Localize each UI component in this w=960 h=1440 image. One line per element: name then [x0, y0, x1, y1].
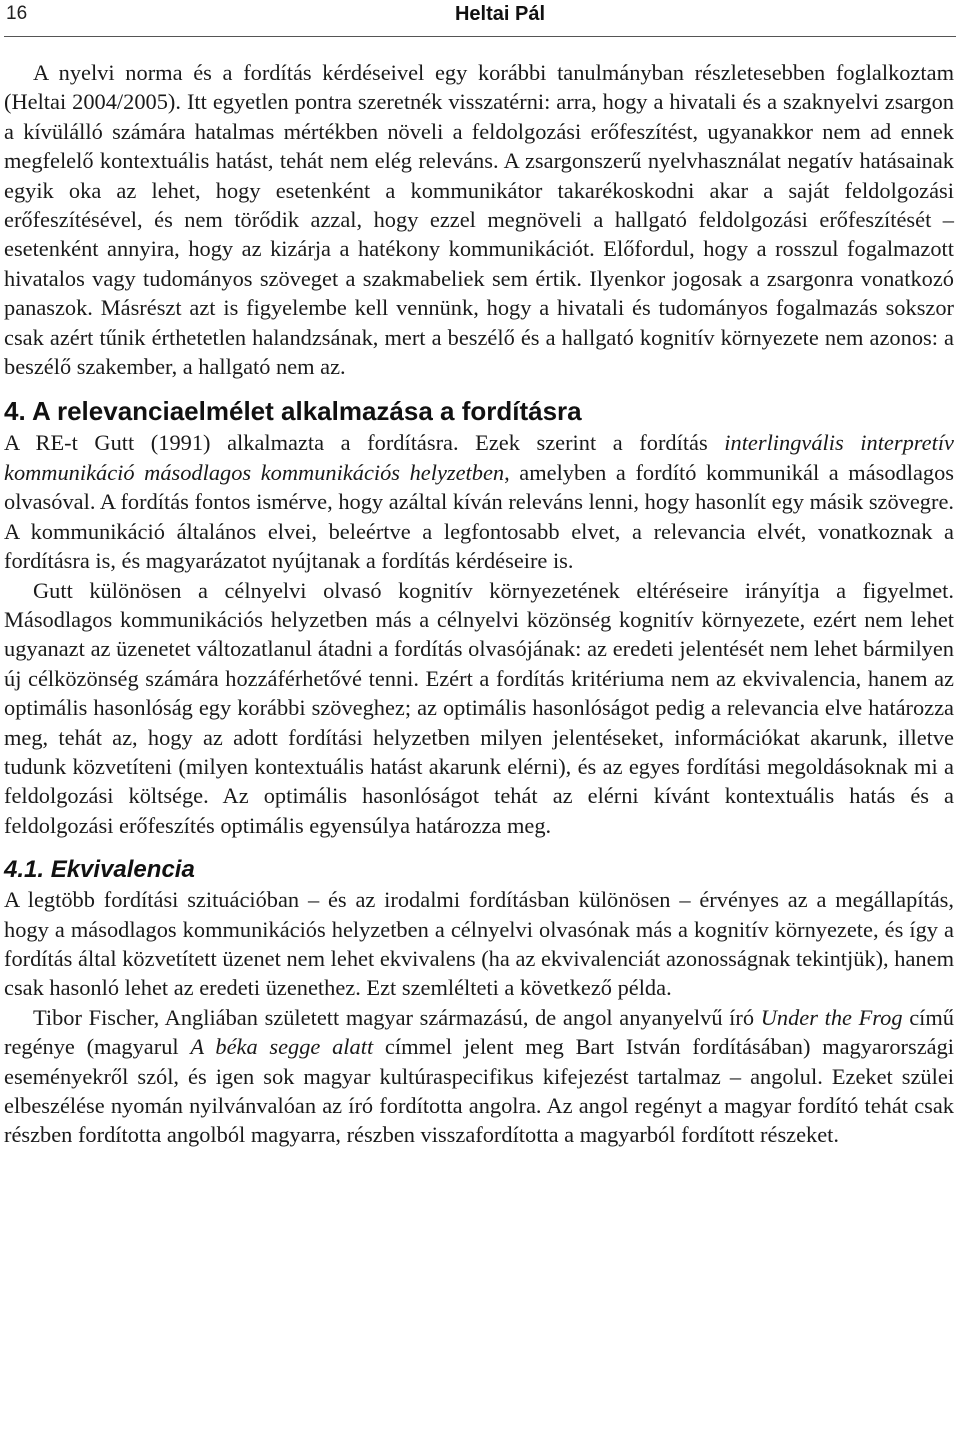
- italic-run: Under the Frog: [760, 1004, 903, 1030]
- paragraph: [4, 428, 954, 575]
- running-head-author: Heltai Pál: [454, 3, 546, 25]
- text-run: Gutt különösen a célnyelvi olvasó kognitív környezetének eltéréseire irányítja a figyelmet. Másodlagos kommunikációs helyzetben más a célnyelvi közönség kognitív környezete, ezért nem lehet ugyanazt az üzenetet változatlanul átadni a fordítás olvasójának: az eredeti jelentését nem lehet bármilyen új célközönség számára hozzáférhetővé tenni. Ezért a fordítás kritériuma nem az ekvivalencia, hanem az optimális hasonlóság egy korábbi szöveghez; az optimális hasonlóságot pedig a relevancia elve határozza meg, tehát az, hogy az adott fordítási helyzetben milyen jelentéseket, információkat akarunk, illetve tudunk közvetíteni (milyen kontextuális hatást akarunk elérni), és az egyes fordítási megoldásoknak mi a feldolgozási költsége. Az optimális hasonlóságot tehát az elérni kívánt kontextuális hatás és a feldolgozási erőfeszítés optimális egyensúlya határozza meg.: [4, 577, 954, 838]
- text-run: , amelyben a fordító kommunikál a másodlagos olvasóval. A fordítás fontos ismérve, hogy azáltal kíván releváns lenni, hogy hasonlít egy másik szövegre. A kommunikáció általános elvei, beleértve a legfontosabb elvet, a relevancia elvét, vonatkoznak a fordításra is, és magyarázatot nyújtanak a fordítás kérdéseire is.: [4, 459, 954, 574]
- page-number: 16: [6, 3, 28, 24]
- paragraph: [4, 576, 954, 841]
- paragraph: [4, 1003, 954, 1150]
- paragraph: [4, 58, 954, 381]
- text-run: Tibor Fischer, Angliában született magyar származású, de angol anyanyelvű író: [33, 1004, 761, 1030]
- subsection-heading: 4.1. Ekvivalencia: [4, 856, 195, 884]
- document-body: [4, 58, 954, 1150]
- section-heading: 4. A relevanciaelmélet alkalmazása a fordításra: [4, 396, 582, 427]
- running-header: [4, 0, 956, 37]
- text-run: A legtöbb fordítási szituációban – és az irodalmi fordításban különösen – érvényes az a megállapítás, hogy a másodlagos kommunikációs helyzetben a célnyelvi olvasónak más a kognitív környezete, és így a fordítás által közvetített üzenet nem lehet ekvivalens (ha az ekvivalenciát azonosságnak tekintjük), hanem csak hasonló lehet az eredeti üzenethez. Ezt szemlélteti a következő példa.: [4, 887, 954, 1001]
- text-run: címmel jelent meg Bart István fordításában) magyarországi eseményekről szól, és igen sok magyar kultúraspecifikus kifejezést tartalmaz – angolul. Ezeket szülei elbeszélése nyomán nyilvánvalóan az író fordította angolra. Az angol regényt a magyar fordító tehát csak részben fordította angolból magyarra, részben visszafordította a magyarból fordított részeket.: [4, 1034, 954, 1148]
- paragraph: [4, 885, 954, 1003]
- italic-run: interlingvális interpretív kommunikáció másodlagos kommunikációs helyzetben: [4, 430, 954, 485]
- italic-run: A béka segge alatt: [190, 1034, 374, 1060]
- text-run: A nyelvi norma és a fordítás kérdéseivel egy korábbi tanulmányban részletesebben foglalkoztam (Heltai 2004/2005). Itt egyetlen pontra szeretnék visszatérni: arra, hogy a hivatali és a szaknyelvi zsargon a kívülálló számára hatalmas mértékben növeli a feldolgozási erőfeszítést, ugyanakkor nem ad ennek megfelelő kontextuális hatást, tehát nem elég releváns. A zsargonszerű nyelvhasználat negatív hatásainak egyik oka az lehet, hogy esetenként a kommunikátor takarékoskodni akar a saját feldolgozási erőfeszítésével, és nem törődik azzal, hogy ezzel megnöveli a hallgató feldolgozási erőfeszítését – esetenként annyira, hogy az kizárja a hatékony kommunikációt. Előfordul, hogy a rosszul fogalmazott hivatalos vagy tudományos szöveget a szakmabeliek sem értik. Ilyenkor jogosak a zsargonra vonatkozó panaszok. Másrészt azt is figyelembe kell vennünk, hogy a hivatali és tudományos fogalmazás sokszor csak azért tűnik érthetetlen halandzsának, mert a beszélő és a hallgató kognitív környezete nem azonos: a beszélő szakember, a hallgató nem az.: [4, 60, 954, 380]
- text-run: A RE-t Gutt (1991) alkalmazta a fordításra. Ezek szerint a fordítás: [4, 430, 725, 456]
- text-run: című regénye (magyarul: [4, 1004, 954, 1060]
